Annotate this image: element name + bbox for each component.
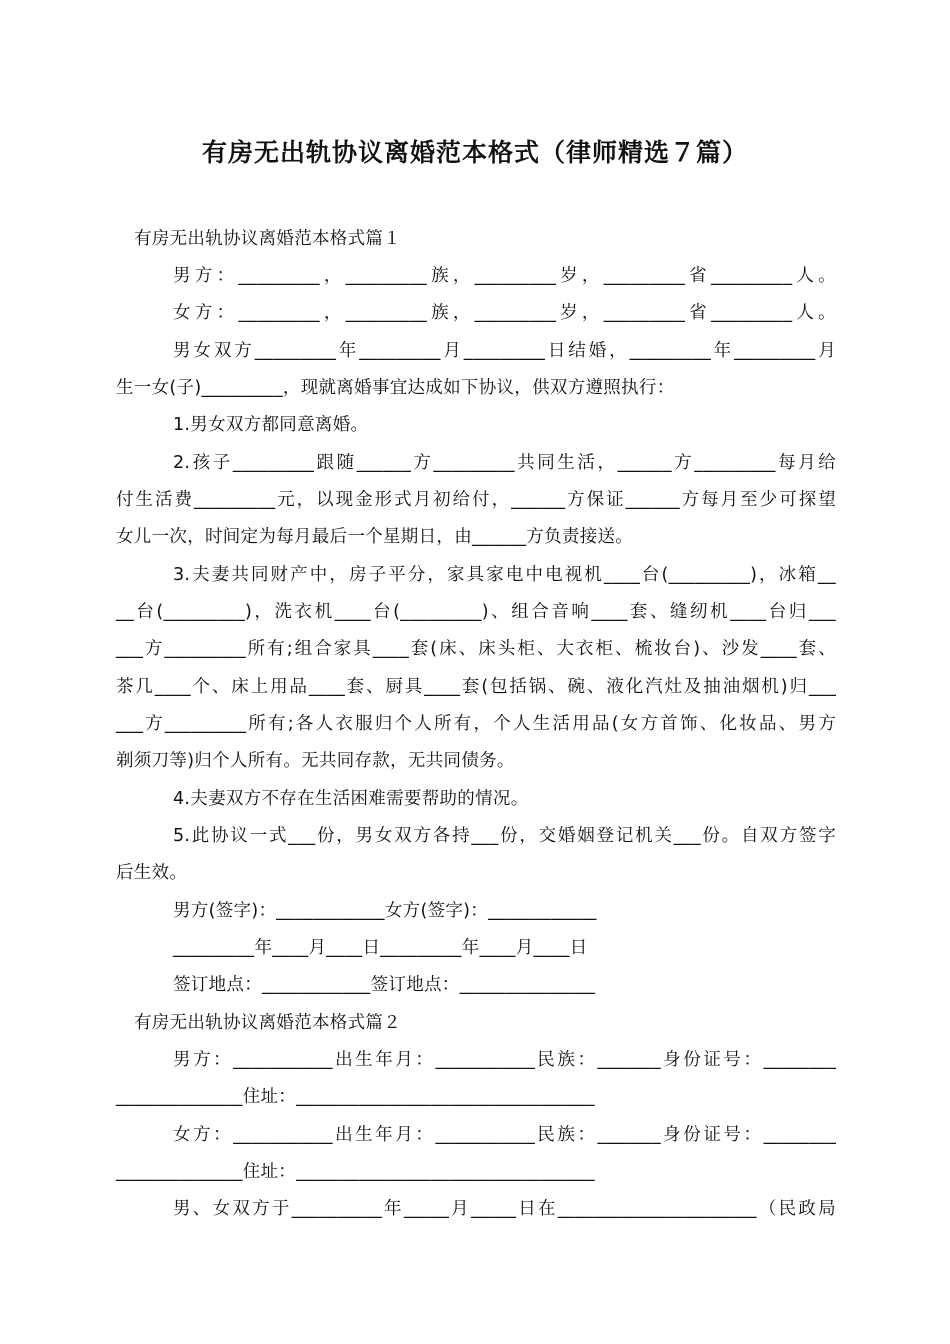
paragraph-line: 男方：_________，_________族，_________岁，_________省_________人。 [173, 266, 836, 286]
location-line: 签订地点：____________签订地点：_______________ [173, 975, 596, 995]
paragraph-line: 付生活费_________元，以现金形式月初给付，______方保证______方每月至少可探望 [116, 490, 836, 510]
paragraph-line: 茶几____个、床上用品____套、厨具____套(包括锅、碗、液化汽灶及抽油烟机)归___ [116, 677, 836, 697]
paragraph-line: 男、女双方于__________年_____月_____日在______________________（民政局 [173, 1199, 836, 1219]
paragraph-line: 男女双方_________年_________月_________日结婚，_________年_________月 [173, 341, 836, 361]
paragraph-line: ___方_________所有;组合家具____套(床、床头柜、大衣柜、梳妆台)、沙发____套、 [116, 639, 836, 659]
paragraph-line: ______________住址：_________________________________ [116, 1162, 595, 1182]
document-title: 有房无出轨协议离婚范本格式（律师精选７篇） [201, 138, 748, 167]
section-heading: 有房无出轨协议离婚范本格式篇２ [134, 1013, 401, 1033]
paragraph-line: 4.夫妻双方不存在生活困难需要帮助的情况。 [173, 789, 529, 809]
paragraph-line: __台(_________)，洗衣机____台(_________)、组合音响____套、缝纫机____台归___ [116, 602, 836, 622]
paragraph-line: 女儿一次，时间定为每月最后一个星期日，由______方负责接送。 [116, 527, 634, 547]
date-line: _________年____月____日_________年____月____日 [173, 938, 588, 958]
paragraph-line: ___方_________所有;各人衣服归个人所有，个人生活用品(女方首饰、化妆品、男方 [116, 714, 836, 734]
paragraph-line: 男方：___________出生年月：___________民族：_______身份证号：________ [173, 1050, 836, 1070]
paragraph-line: ______________住址：_________________________________ [116, 1087, 595, 1107]
paragraph-line: 5.此协议一式___份，男女双方各持___份，交婚姻登记机关___份。自双方签字 [173, 826, 836, 846]
paragraph-line: 生一女(子)_________，现就离婚事宜达成如下协议，供双方遵照执行： [116, 378, 675, 398]
section-heading: 有房无出轨协议离婚范本格式篇１ [134, 229, 401, 249]
signature-line: 男方(签字)：____________女方(签字)：____________ [173, 901, 597, 921]
paragraph-line: 3.夫妻共同财产中，房子平分，家具家电中电视机____台(_________)，冰箱__ [173, 565, 836, 585]
paragraph-line: 女方：___________出生年月：___________民族：_______身份证号：________ [173, 1125, 836, 1145]
paragraph-line: 剃须刀等)归个人所有。无共同存款，无共同债务。 [116, 751, 515, 771]
paragraph-line: 后生效。 [116, 863, 188, 883]
paragraph-line: 1.男女双方都同意离婚。 [173, 415, 369, 435]
paragraph-line: 2.孩子_________跟随______方_________共同生活，______方_________每月给 [173, 453, 836, 473]
paragraph-line: 女方：_________，_________族，_________岁，_________省_________人。 [173, 303, 836, 323]
